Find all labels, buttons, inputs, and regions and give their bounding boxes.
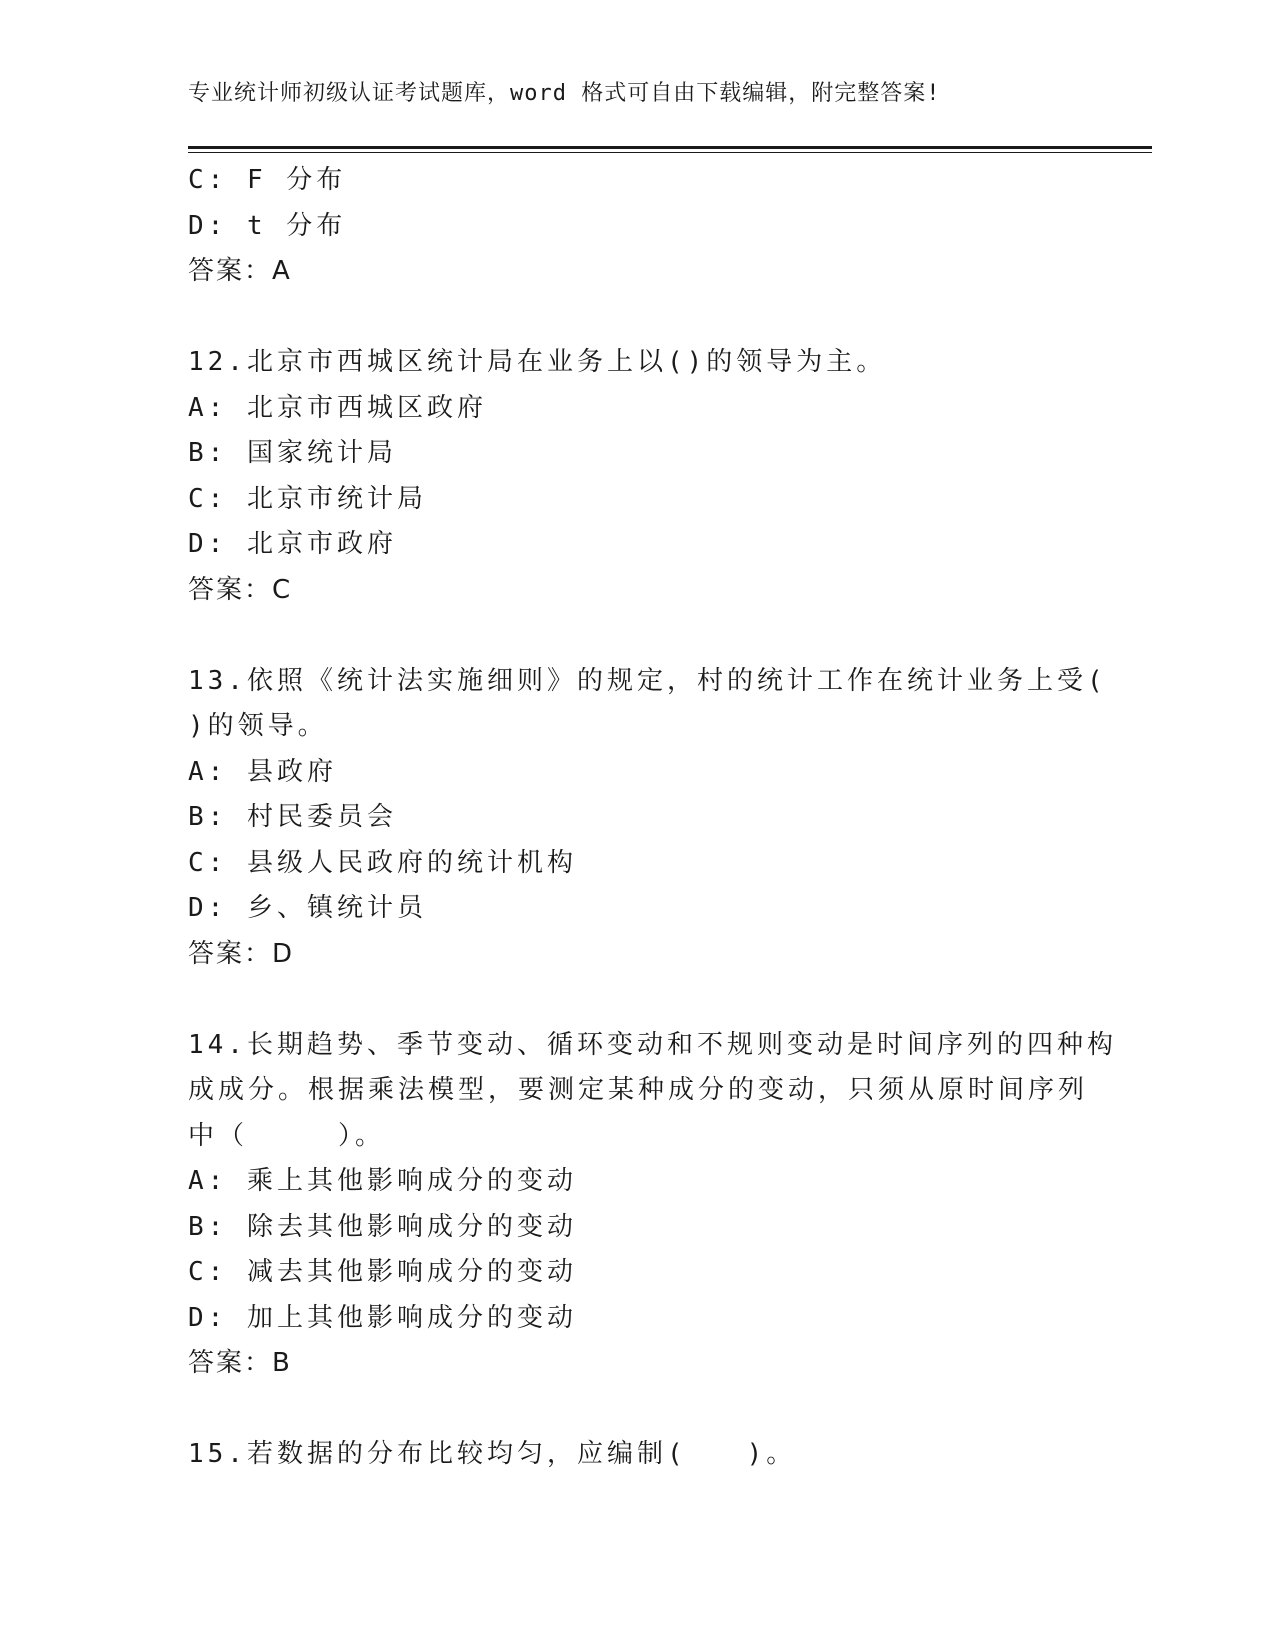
option-c: C: 北京市统计局 (188, 483, 427, 514)
option-d: D: 乡、镇统计员 (188, 893, 427, 923)
option-b: B: 村民委员会 (188, 802, 397, 832)
page-header: 专业统计师初级认证考试题库，word 格式可自由下载编辑，附完整答案! (188, 81, 941, 106)
option-a: A: 县政府 (188, 756, 337, 787)
option-b: B: 国家统计局 (188, 438, 397, 468)
question-stem: 14.长期趋势、季节变动、循环变动和不规则变动是时间序列的四种构 (188, 1029, 1117, 1060)
answer-line: 答案：B (188, 1348, 292, 1378)
option-c: C: F 分布 (188, 165, 347, 195)
answer-line: 答案：A (188, 256, 292, 286)
header-rule-thick (188, 146, 1152, 149)
question-stem-continued: )的领导。 (188, 711, 328, 741)
question-stem-continued: 中（ ）。 (188, 1120, 386, 1151)
question-stem: 13.依照《统计法实施细则》的规定，村的统计工作在统计业务上受( (188, 665, 1107, 696)
answer-line: 答案：C (188, 574, 293, 605)
answer-line: 答案：D (188, 938, 295, 969)
option-a: A: 北京市西城区政府 (188, 392, 487, 423)
question-list (188, 158, 1117, 1478)
question-stem-continued: 成成分。根据乘法模型，要测定某种成分的变动，只须从原时间序列 (188, 1075, 1089, 1105)
question-stem: 15.若数据的分布比较均匀，应编制( )。 (188, 1439, 797, 1469)
option-b: B: 除去其他影响成分的变动 (188, 1211, 577, 1242)
option-d: D: 北京市政府 (188, 529, 397, 559)
option-c: C: 减去其他影响成分的变动 (188, 1257, 577, 1287)
question-stem: 12.北京市西城区统计局在业务上以()的领导为主。 (188, 347, 887, 377)
option-d: D: 加上其他影响成分的变动 (188, 1302, 577, 1333)
header-rule-thin (188, 152, 1152, 153)
option-c: C: 县级人民政府的统计机构 (188, 847, 577, 878)
option-a: A: 乘上其他影响成分的变动 (188, 1166, 577, 1196)
option-d: D: t 分布 (188, 210, 347, 241)
